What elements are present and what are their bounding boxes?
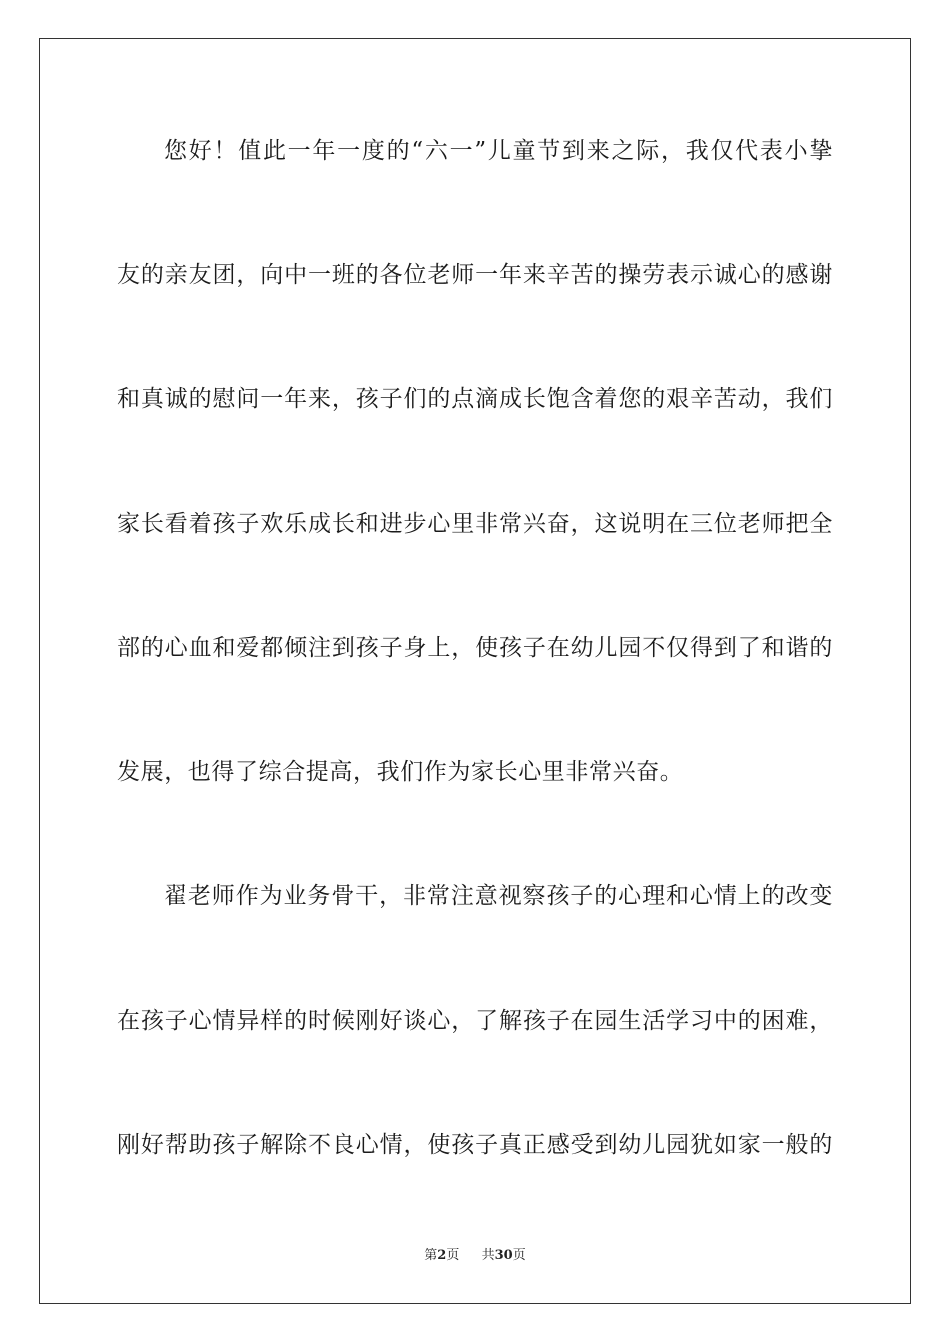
page-total	[482, 1248, 526, 1263]
page-prefix: 第	[424, 1248, 438, 1263]
page-footer	[0, 1247, 950, 1265]
page-border	[39, 38, 911, 1304]
total-prefix: 共	[481, 1248, 495, 1263]
paragraph-1-line-3: 和真诚的慰问一年来，孩子们的点滴成长饱含着您的艰辛苦动，我们	[117, 386, 833, 412]
total-suffix: 页	[512, 1248, 526, 1263]
paragraph-1-line-6: 发展，也得了综合提高，我们作为家长心里非常兴奋。	[117, 759, 684, 785]
paragraph-2-line-3: 刚好帮助孩子解除不良心情，使孩子真正感受到幼儿园犹如家一般的	[117, 1132, 833, 1158]
paragraph-2-line-1: 翟老师作为业务骨干，非常注意视察孩子的心理和心情上的改变	[164, 883, 833, 909]
paragraph-1-line-5: 部的心血和爱都倾注到孩子身上，使孩子在幼儿园不仅得到了和谐的	[117, 635, 833, 661]
paragraph-1-line-1: 您好！值此一年一度的“六一”儿童节到来之际，我仅代表小挚	[164, 138, 833, 164]
page-number	[424, 1248, 459, 1263]
page-suffix: 页	[446, 1248, 460, 1263]
paragraph-1-line-2: 友的亲友团，向中一班的各位老师一年来辛苦的操劳表示诚心的感谢	[117, 262, 833, 288]
total-count: 30	[494, 1248, 513, 1263]
page-current: 2	[437, 1248, 447, 1263]
paragraph-2-line-2: 在孩子心情异样的时候刚好谈心，了解孩子在园生活学习中的困难，	[117, 1008, 833, 1034]
paragraph-1-line-4: 家长看着孩子欢乐成长和进步心里非常兴奋，这说明在三位老师把全	[117, 511, 833, 537]
